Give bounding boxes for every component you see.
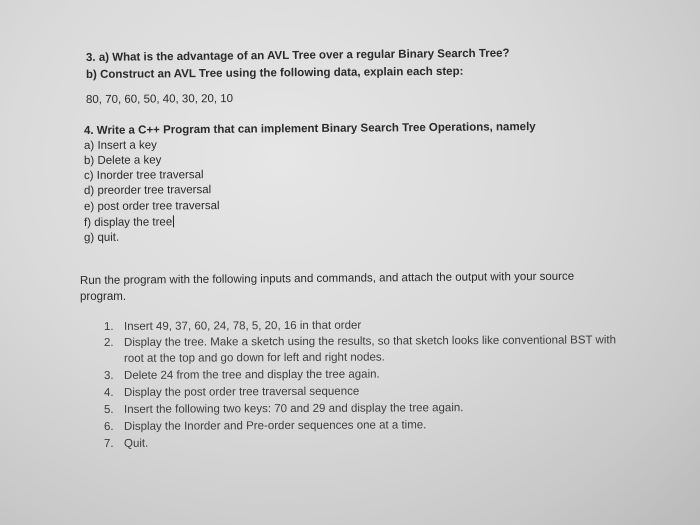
step-text: Display the post order tree traversal sequence xyxy=(123,385,360,399)
step-number: 1. xyxy=(103,320,114,333)
operation-preorder: d) preorder tree traversal xyxy=(83,184,212,197)
run-instructions-cont: program. xyxy=(80,291,127,303)
avl-data-sequence: 80, 70, 60, 50, 40, 30, 20, 10 xyxy=(85,92,234,106)
step-number: 3. xyxy=(103,369,114,382)
step-item xyxy=(104,319,361,334)
step-number: 6. xyxy=(103,420,114,433)
step-text: Quit. xyxy=(123,437,149,450)
step-item xyxy=(104,333,616,350)
step-item xyxy=(104,351,385,366)
operation-postorder: e) post order tree traversal xyxy=(83,200,220,213)
question-3b: b) Construct an AVL Tree using the following data, explain each step: xyxy=(85,65,464,81)
step-number: 2. xyxy=(103,336,114,349)
step-number: 5. xyxy=(103,403,114,416)
step-number: 7. xyxy=(103,437,114,450)
step-text: root at the top and go down for left and right nodes. xyxy=(123,351,385,365)
text-cursor xyxy=(173,215,174,227)
step-item xyxy=(104,368,380,383)
step-item xyxy=(104,437,148,451)
step-item xyxy=(104,401,464,417)
operation-quit: g) quit. xyxy=(83,231,120,244)
step-text: Insert 49, 37, 60, 24, 78, 5, 20, 16 in that order xyxy=(123,319,362,333)
step-text: Insert the following two keys: 70 and 29 and display the tree again. xyxy=(123,402,464,416)
step-text: Display the tree. Make a sketch using the results, so that sketch looks like conventional BST with xyxy=(123,334,617,349)
question-3a: 3. a) What is the advantage of an AVL Tree over a regular Binary Search Tree? xyxy=(85,47,510,64)
step-text: Display the Inorder and Pre-order sequences one at a time. xyxy=(123,419,427,433)
operation-inorder: c) Inorder tree traversal xyxy=(83,169,204,182)
question-4-title: 4. Write a C++ Program that can implement Binary Search Tree Operations, namely xyxy=(83,121,536,137)
step-item xyxy=(104,385,359,400)
step-number: 4. xyxy=(103,386,114,399)
run-instructions: Run the program with the following inputs and commands, and attach the output with your source xyxy=(79,270,575,287)
operation-insert: a) Insert a key xyxy=(83,139,157,152)
operation-delete: b) Delete a key xyxy=(83,154,162,167)
step-item xyxy=(104,418,426,434)
step-text: Delete 24 from the tree and display the tree again. xyxy=(123,368,380,382)
operation-display-label: f) display the tree xyxy=(83,216,173,229)
operation-display xyxy=(84,215,174,230)
